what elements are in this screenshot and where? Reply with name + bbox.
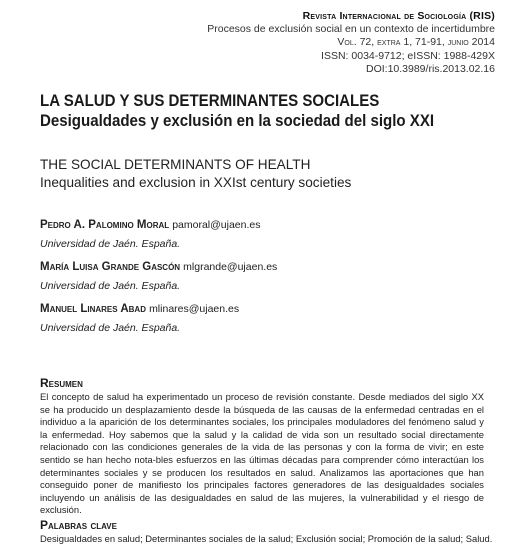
author-name: Manuel Linares Abad [40,303,146,315]
author-affiliation: Universidad de Jaén. España. [40,322,181,334]
author-entry [40,260,510,294]
spanish-title-line1: LA SALUD Y SUS DETERMINANTES SOCIALES [40,92,380,110]
doi-info: DOI:10.3989/ris.2013.02.16 [365,62,495,75]
author-email[interactable]: pamoral@ujaen.es [172,219,261,231]
author-name: María Luisa Grande Gascón [40,261,181,273]
author-affiliation: Universidad de Jaén. España. [40,238,181,250]
author-list [40,218,510,344]
author-email[interactable]: mlinares@ujaen.es [149,303,240,315]
english-title [40,156,510,192]
author-entry [40,218,510,252]
author-name: Pedro A. Palomino Moral [40,219,170,231]
abstract-heading: Resumen [40,376,83,390]
author-affiliation: Universidad de Jaén. España. [40,280,181,292]
spanish-title-line2: Desigualdades y exclusión en la sociedad del siglo XXI [40,112,435,130]
issn-info: ISSN: 0034-9712; eISSN: 1988-429X [321,49,495,62]
english-title-line2: Inequalities and exclusion in XXIst century societies [40,175,352,190]
english-title-line1: THE SOCIAL DETERMINANTS OF HEALTH [40,157,311,172]
author-email[interactable]: mlgrande@ujaen.es [183,261,278,273]
issue-title: Procesos de exclusión social en un contexto de incertidumbre [207,23,495,36]
journal-name: Revista Internacional de Sociología (RIS) [302,10,495,22]
author-entry [40,302,510,336]
spanish-title [40,91,477,131]
volume-info: Vol. 72, extra 1, 71-91, junio 2014 [337,36,495,49]
abstract-text: El concepto de salud ha experimentado un proceso de revisión constante. Desde mediados del siglo XX se ha producido un desplazamiento desde la búsqueda de las causas de la enfermedad centradas en el individuo a la aparición de los determinantes sociales, los principales moduladores del fenómeno salud y la enfermedad. Hoy sabemos que la salud y la calidad de vida son un resultado social directamente relacionado con las condiciones generales de la vida de las personas y con la forma de vivir; en este sentido se han hecho nota-bles esfuerzos en las últimas décadas para comprender cómo interactúan los determinantes sociales y se producen los resultados en salud. Analizamos las aportaciones que han conseguido poner de manifiesto los principales factores generadores de las desigualdades sociales incluyendo un análisis de las desigualdades en salud de las mujeres, la vulnerabilidad y el riesgo de exclusión. [40,391,484,516]
keywords-heading: Palabras clave [40,518,117,532]
keywords-text: Desigualdades en salud; Determinantes sociales de la salud; Exclusión social; Promoción de la salud; Salud. [40,533,493,544]
journal-header [207,10,495,76]
